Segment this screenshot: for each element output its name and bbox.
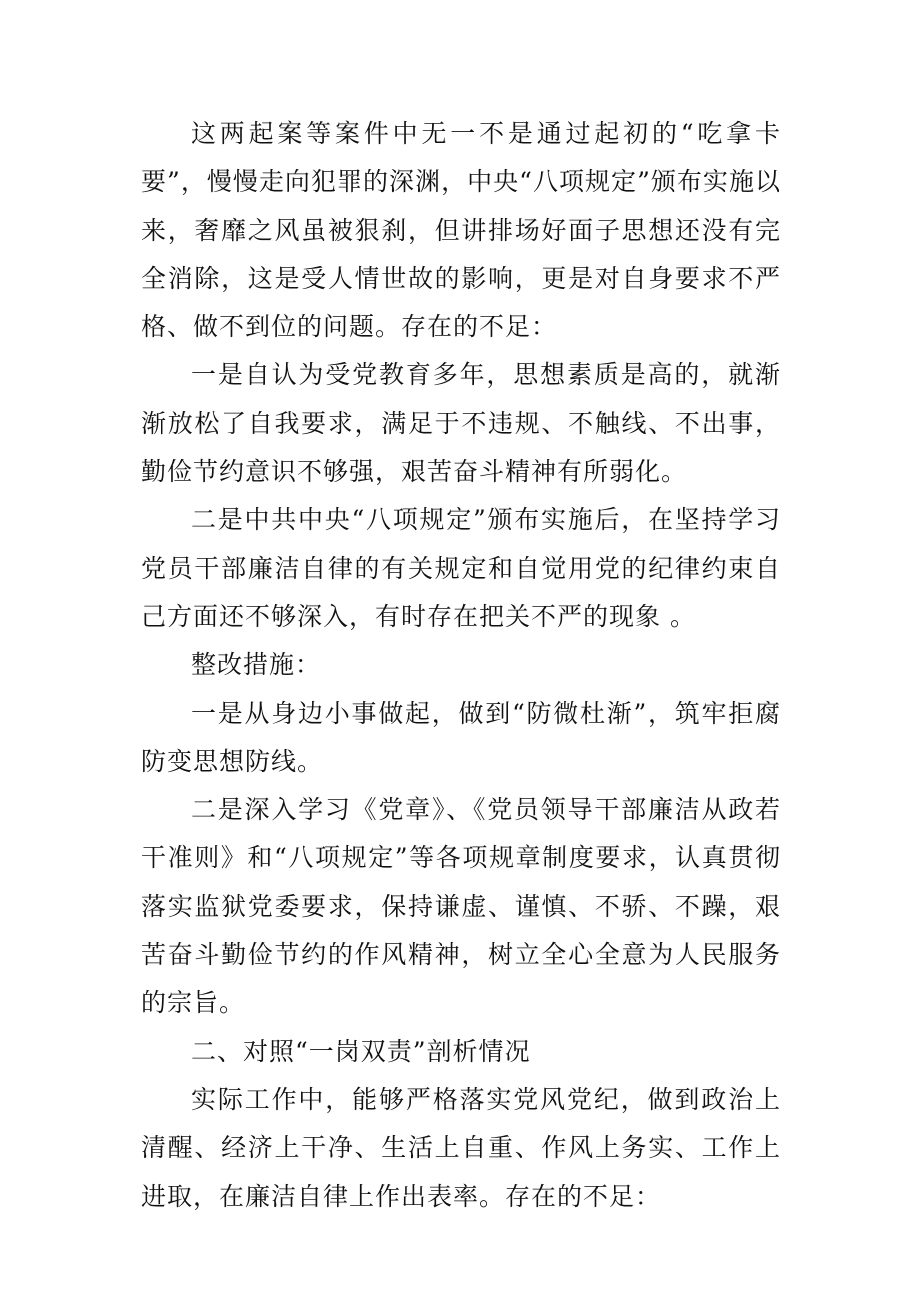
paragraph-measure-two: 二是深入学习《党章》、《党员领导干部廉洁从政若干准则》和“八项规定”等各项规章制度要求，认真贯彻落实监狱党委要求，保持谦虚、谨慎、不骄、不躁，艰苦奋斗勤俭节约的作风精神，树立全心全意为人民服务的宗旨。	[141, 795, 781, 1018]
paragraph-measure-one: 一是从身边小事做起，做到“防微杜渐”，筑牢拒腐防变思想防线。	[141, 698, 781, 776]
document-body	[141, 110, 781, 1221]
heading-rectification-measures: 整改措施：	[191, 650, 322, 680]
heading-section-two: 二、对照“一岗双责”剖析情况	[191, 1036, 531, 1066]
paragraph-work-practice: 实际工作中，能够严格落实党风党纪，做到政治上清醒、经济上干净、生活上自重、作风上务实、工作上进取，在廉洁自律上作出表率。存在的不足：	[141, 1084, 781, 1211]
paragraph-case-analysis: 这两起案等案件中无一不是通过起初的“吃拿卡要”，慢慢走向犯罪的深渊，中央“八项规定”颁布实施以来，奢靡之风虽被狠刹，但讲排场好面子思想还没有完全消除，这是受人情世故的影响，更是对自身要求不严格、做不到位的问题。存在的不足：	[141, 119, 781, 342]
paragraph-shortcoming-one: 一是自认为受党教育多年，思想素质是高的，就渐渐放松了自我要求，满足于不违规、不触线、不出事，勤俭节约意识不够强，艰苦奋斗精神有所弱化。	[141, 360, 781, 487]
paragraph-shortcoming-two: 二是中共中央“八项规定”颁布实施后，在坚持学习党员干部廉洁自律的有关规定和自觉用党的纪律约束自己方面还不够深入，有时存在把关不严的现象 。	[141, 505, 781, 631]
